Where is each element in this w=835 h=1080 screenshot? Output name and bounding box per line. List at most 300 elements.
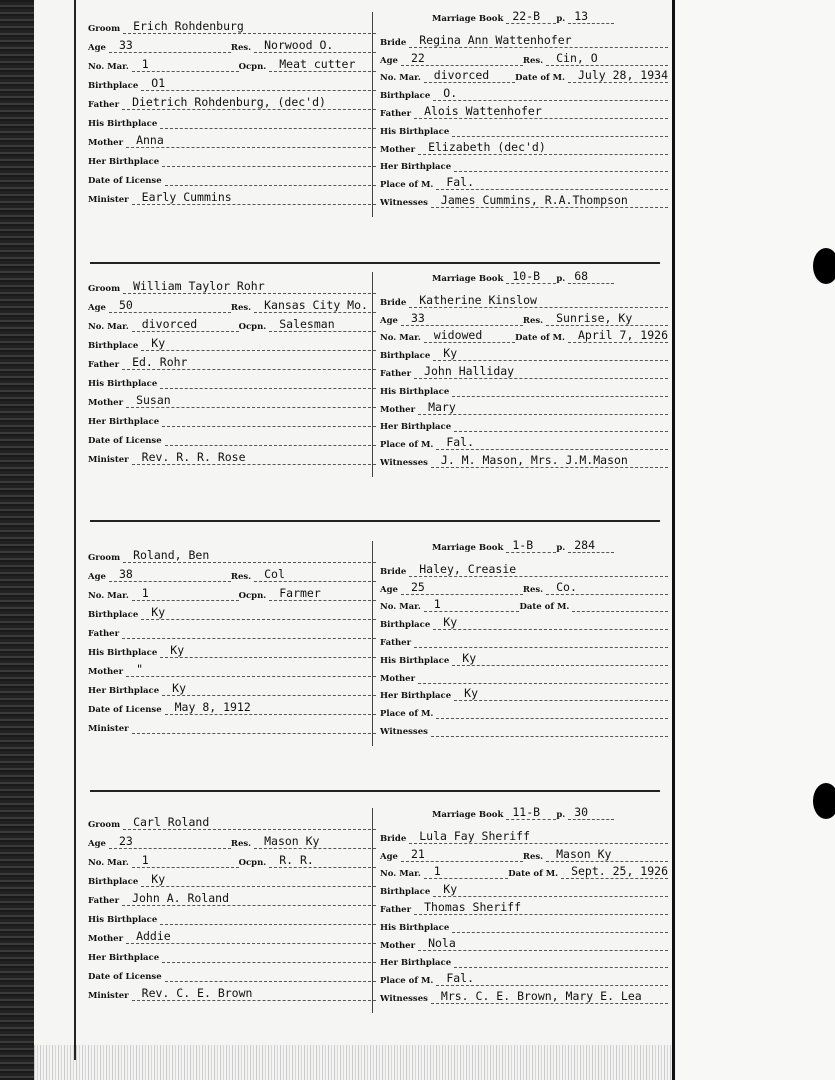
marriage-book-label: Marriage Book: [432, 14, 504, 24]
groom-mother-value: ": [126, 663, 376, 677]
ocpn-label: Ocpn.: [238, 858, 267, 868]
groom-field-row: [88, 371, 376, 389]
groom-label: Groom: [88, 553, 121, 563]
father-label: Father: [380, 905, 412, 915]
bride-her-birthplace-value: Ky: [454, 687, 668, 701]
age-label: Age: [380, 584, 398, 595]
date-license-label: Date of License: [88, 436, 162, 446]
groom-mother-value: Anna: [126, 134, 376, 148]
groom-field-row: [88, 907, 376, 925]
mother-label: Mother: [88, 138, 124, 148]
groom-res-value: Mason Ky: [254, 835, 376, 849]
bride-age-value: 33: [401, 312, 523, 326]
birthplace-label: Birthplace: [380, 91, 431, 102]
bride-field-row: [380, 432, 668, 450]
birthplace-label: Birthplace: [380, 620, 431, 631]
groom-minister-value: Rev. C. E. Brown: [132, 987, 376, 1001]
marriage-book-label: Marriage Book: [432, 810, 504, 820]
mother-label: Mother: [380, 404, 416, 415]
bride-field-row: [380, 190, 668, 208]
bride-field-row: [380, 719, 668, 737]
groom-birthplace-value: Ky: [141, 606, 376, 620]
groom-field-row: [88, 73, 376, 91]
groom-label: Groom: [88, 284, 121, 294]
groom-minister-value: Early Cummins: [132, 191, 376, 205]
bride-field-row: [380, 915, 668, 933]
father-label: Father: [88, 896, 120, 906]
punch-hole: [813, 783, 835, 819]
place-of-m-label: Place of M.: [380, 180, 434, 191]
bride-age-value: 21: [401, 848, 523, 862]
witnesses-label: Witnesses: [380, 727, 428, 737]
date-license-label: Date of License: [88, 705, 162, 715]
no-mar-label: No. Mar.: [88, 591, 129, 601]
groom-name-value: Erich Rohdenburg: [123, 20, 376, 34]
groom-mother-value: Susan: [126, 394, 376, 408]
marriage-book-row: [380, 535, 668, 553]
record-separator: [90, 520, 660, 522]
bride-no-mar-value: 1: [424, 598, 520, 612]
bride-field-row: [380, 826, 668, 844]
groom-ocpn-value: Farmer: [269, 587, 376, 601]
groom-age-value: 38: [109, 568, 231, 582]
groom-field-row: [88, 945, 376, 963]
bride-column: [380, 805, 668, 1013]
groom-her-birthplace-value: [162, 962, 376, 963]
marriage-book-row: [380, 266, 668, 284]
bride-field-row: [380, 379, 668, 397]
groom-field-row: [88, 697, 376, 715]
bride-mother-value: Elizabeth (dec'd): [418, 141, 668, 155]
groom-res-value: Kansas City Mo.: [254, 299, 376, 313]
bride-field-row: [380, 30, 668, 48]
ocpn-label: Ocpn.: [238, 591, 267, 601]
groom-field-row: [88, 983, 376, 1001]
bride-field-row: [380, 559, 668, 577]
minister-label: Minister: [88, 991, 129, 1001]
place-of-m-label: Place of M.: [380, 709, 434, 720]
bride-field-row: [380, 343, 668, 361]
witnesses-label: Witnesses: [380, 994, 428, 1004]
bride-label: Bride: [380, 566, 407, 577]
res-label: Res.: [230, 572, 252, 582]
p-label: p.: [556, 14, 566, 24]
groom-name-value: Carl Roland: [123, 816, 376, 830]
bride-field-row: [380, 137, 668, 155]
groom-birthplace-value: Ky: [141, 337, 376, 351]
birthplace-label: Birthplace: [88, 341, 139, 351]
bride-res-value: Cin, O: [546, 52, 668, 66]
groom-father-value: Dietrich Rohdenburg, (dec'd): [122, 96, 376, 110]
bride-column: [380, 538, 668, 746]
groom-field-row: [88, 168, 376, 186]
groom-no-mar-value: divorced: [132, 318, 239, 332]
no-mar-label: No. Mar.: [88, 62, 129, 72]
marriage-book-row: [380, 6, 668, 24]
record-separator: [90, 262, 660, 264]
record-separator: [90, 790, 660, 792]
groom-field-row: [88, 888, 376, 906]
witnesses-label: Witnesses: [380, 198, 428, 208]
groom-minister-value: [132, 733, 376, 734]
bride-field-row: [380, 83, 668, 101]
date-of-m-label: Date of M.: [508, 869, 559, 880]
scan-bottom-noise: [34, 1045, 676, 1080]
bride-birthplace-value: Ky: [433, 347, 668, 361]
groom-father-value: Ed. Rohr: [122, 356, 376, 370]
bride-field-row: [380, 612, 668, 630]
res-label: Res.: [522, 315, 544, 326]
bride-no-mar-value: divorced: [424, 69, 515, 83]
his-birthplace-label: His Birthplace: [380, 126, 450, 137]
res-label: Res.: [522, 55, 544, 66]
groom-field-row: [88, 92, 376, 110]
no-mar-label: No. Mar.: [380, 869, 421, 880]
groom-ocpn-value: R. R.: [269, 854, 376, 868]
groom-field-row: [88, 716, 376, 734]
marriage-record: [80, 805, 668, 1013]
date-license-label: Date of License: [88, 176, 162, 186]
groom-field-row: [88, 35, 376, 53]
bride-field-row: [380, 48, 668, 66]
groom-ocpn-value: Salesman: [269, 318, 376, 332]
groom-field-row: [88, 54, 376, 72]
no-mar-label: No. Mar.: [380, 73, 421, 84]
bride-witnesses-value: Mrs. C. E. Brown, Mary E. Lea: [431, 990, 668, 1004]
groom-birthplace-value: Ky: [141, 873, 376, 887]
marriage-book-row: [380, 802, 668, 820]
bride-place-m-value: Fal.: [436, 176, 668, 190]
groom-name-value: William Taylor Rohr: [123, 280, 376, 294]
bride-age-value: 25: [401, 581, 523, 595]
groom-field-row: [88, 602, 376, 620]
bride-field-row: [380, 325, 668, 343]
res-label: Res.: [230, 43, 252, 53]
his-birthplace-label: His Birthplace: [380, 386, 450, 397]
groom-field-row: [88, 621, 376, 639]
mother-label: Mother: [88, 934, 124, 944]
no-mar-label: No. Mar.: [380, 333, 421, 344]
groom-no-mar-value: 1: [132, 854, 239, 868]
groom-field-row: [88, 869, 376, 887]
groom-ocpn-value: Meat cutter: [269, 58, 376, 72]
place-of-m-label: Place of M.: [380, 440, 434, 451]
his-birthplace-label: His Birthplace: [380, 655, 450, 666]
groom-his-birthplace-value: [160, 388, 376, 389]
bride-father-value: Thomas Sheriff: [414, 901, 668, 915]
mother-label: Mother: [380, 673, 416, 684]
groom-column: [88, 541, 376, 746]
bride-field-row: [380, 361, 668, 379]
bride-field-row: [380, 119, 668, 137]
groom-age-value: 33: [109, 39, 231, 53]
groom-field-row: [88, 409, 376, 427]
bride-field-row: [380, 594, 668, 612]
groom-field-row: [88, 926, 376, 944]
bride-field-row: [380, 172, 668, 190]
page-left-border: [74, 0, 76, 1060]
bride-column: [380, 269, 668, 477]
father-label: Father: [88, 100, 120, 110]
groom-column: [88, 272, 376, 477]
groom-field-row: [88, 352, 376, 370]
groom-field-row: [88, 390, 376, 408]
groom-column: [88, 12, 376, 217]
her-birthplace-label: Her Birthplace: [380, 958, 452, 969]
groom-res-value: Col: [254, 568, 376, 582]
bride-field-row: [380, 450, 668, 468]
date-of-m-label: Date of M.: [515, 333, 565, 344]
minister-label: Minister: [88, 195, 129, 205]
marriage-page-value: 284: [568, 539, 614, 553]
ocpn-label: Ocpn.: [238, 62, 267, 72]
bride-witnesses-value: James Cummins, R.A.Thompson: [431, 194, 668, 208]
marriage-page-value: 13: [568, 10, 614, 24]
bride-his-birthplace-value: Ky: [452, 652, 668, 666]
bride-field-row: [380, 879, 668, 897]
groom-res-value: Norwood O.: [254, 39, 376, 53]
bride-name-value: Regina Ann Wattenhofer: [409, 34, 668, 48]
bride-field-row: [380, 968, 668, 986]
groom-field-row: [88, 850, 376, 868]
bride-field-row: [380, 65, 668, 83]
date-of-m-label: Date of M.: [519, 602, 570, 613]
groom-field-row: [88, 640, 376, 658]
groom-field-row: [88, 678, 376, 696]
marriage-book-value: 10-B: [506, 270, 556, 284]
groom-minister-value: Rev. R. R. Rose: [132, 451, 376, 465]
bride-field-row: [380, 577, 668, 595]
groom-her-birthplace-value: [162, 426, 376, 427]
groom-field-row: [88, 659, 376, 677]
groom-field-row: [88, 812, 376, 830]
bride-date-m-value: Sept. 25, 1926: [561, 865, 668, 879]
bride-no-mar-value: widowed: [424, 329, 515, 343]
bride-no-mar-value: 1: [424, 865, 508, 879]
bride-field-row: [380, 844, 668, 862]
groom-her-birthplace-value: Ky: [162, 682, 376, 696]
groom-field-row: [88, 333, 376, 351]
groom-field-row: [88, 130, 376, 148]
bride-field-row: [380, 666, 668, 684]
bride-age-value: 22: [401, 52, 523, 66]
birthplace-label: Birthplace: [380, 887, 431, 898]
groom-no-mar-value: 1: [132, 587, 239, 601]
res-label: Res.: [522, 584, 544, 595]
witnesses-label: Witnesses: [380, 458, 428, 468]
scan-right-margin: [676, 0, 835, 1080]
bride-birthplace-value: Ky: [433, 616, 668, 630]
her-birthplace-label: Her Birthplace: [380, 691, 452, 702]
groom-field-row: [88, 447, 376, 465]
bride-name-value: Haley, Creasie: [409, 563, 668, 577]
bride-field-row: [380, 101, 668, 119]
mother-label: Mother: [380, 940, 416, 951]
marriage-book-value: 11-B: [506, 806, 556, 820]
bride-field-row: [380, 414, 668, 432]
his-birthplace-label: His Birthplace: [88, 648, 158, 658]
bride-res-value: Co.: [546, 581, 668, 595]
mother-label: Mother: [380, 144, 416, 155]
marriage-page-value: 68: [568, 270, 614, 284]
groom-date-license-value: [165, 445, 376, 446]
marriage-book-value: 1-B: [506, 539, 556, 553]
age-label: Age: [380, 55, 398, 66]
bride-field-row: [380, 290, 668, 308]
groom-name-value: Roland, Ben: [123, 549, 376, 563]
marriage-record: [80, 538, 665, 746]
groom-mother-value: Addie: [126, 930, 376, 944]
age-label: Age: [88, 303, 106, 313]
bride-label: Bride: [380, 297, 407, 308]
res-label: Res.: [522, 851, 544, 862]
groom-field-row: [88, 276, 376, 294]
groom-label: Groom: [88, 24, 121, 34]
his-birthplace-label: His Birthplace: [88, 119, 158, 129]
groom-field-row: [88, 314, 376, 332]
bride-name-value: Lula Fay Sheriff: [409, 830, 668, 844]
marriage-record: [80, 269, 668, 477]
her-birthplace-label: Her Birthplace: [88, 953, 160, 963]
groom-field-row: [88, 564, 376, 582]
father-label: Father: [88, 629, 120, 639]
her-birthplace-label: Her Birthplace: [88, 157, 160, 167]
birthplace-label: Birthplace: [380, 351, 431, 362]
no-mar-label: No. Mar.: [88, 322, 129, 332]
birthplace-label: Birthplace: [88, 81, 139, 91]
groom-column: [88, 808, 376, 1013]
bride-field-row: [380, 950, 668, 968]
her-birthplace-label: Her Birthplace: [88, 686, 160, 696]
age-label: Age: [380, 315, 398, 326]
groom-date-license-value: May 8, 1912: [165, 701, 376, 715]
groom-field-row: [88, 545, 376, 563]
scan-left-edge: [0, 0, 34, 1080]
groom-his-birthplace-value: [160, 128, 376, 129]
birthplace-label: Birthplace: [88, 877, 139, 887]
bride-label: Bride: [380, 37, 407, 48]
his-birthplace-label: His Birthplace: [88, 915, 158, 925]
groom-father-value: John A. Roland: [122, 892, 376, 906]
res-label: Res.: [230, 303, 252, 313]
bride-column: [380, 9, 668, 217]
birthplace-label: Birthplace: [88, 610, 139, 620]
his-birthplace-label: His Birthplace: [380, 922, 450, 933]
p-label: p.: [556, 543, 566, 553]
her-birthplace-label: Her Birthplace: [88, 417, 160, 427]
groom-field-row: [88, 187, 376, 205]
marriage-book-value: 22-B: [506, 10, 556, 24]
groom-field-row: [88, 16, 376, 34]
p-label: p.: [556, 274, 566, 284]
bride-mother-value: Nola: [418, 937, 668, 951]
groom-his-birthplace-value: [160, 924, 376, 925]
date-license-label: Date of License: [88, 972, 162, 982]
marriage-book-label: Marriage Book: [432, 543, 504, 553]
minister-label: Minister: [88, 724, 129, 734]
minister-label: Minister: [88, 455, 129, 465]
punch-hole: [813, 248, 835, 284]
groom-field-row: [88, 964, 376, 982]
groom-label: Groom: [88, 820, 121, 830]
date-of-m-label: Date of M.: [515, 73, 565, 84]
bride-field-row: [380, 683, 668, 701]
groom-no-mar-value: 1: [132, 58, 239, 72]
bride-field-row: [380, 861, 668, 879]
ocpn-label: Ocpn.: [238, 322, 267, 332]
bride-res-value: Mason Ky: [546, 848, 668, 862]
age-label: Age: [88, 839, 106, 849]
marriage-page-value: 30: [568, 806, 614, 820]
bride-witnesses-value: J. M. Mason, Mrs. J.M.Mason: [431, 454, 668, 468]
groom-age-value: 50: [109, 299, 231, 313]
bride-field-row: [380, 648, 668, 666]
bride-field-row: [380, 308, 668, 326]
bride-place-m-value: Fal.: [436, 436, 668, 450]
age-label: Age: [88, 43, 106, 53]
bride-field-row: [380, 701, 668, 719]
bride-father-value: John Halliday: [414, 365, 668, 379]
bride-mother-value: Mary: [418, 401, 668, 415]
age-label: Age: [88, 572, 106, 582]
groom-field-row: [88, 111, 376, 129]
bride-field-row: [380, 154, 668, 172]
bride-place-m-value: Fal.: [436, 972, 668, 986]
father-label: Father: [380, 109, 412, 119]
his-birthplace-label: His Birthplace: [88, 379, 158, 389]
marriage-book-label: Marriage Book: [432, 274, 504, 284]
age-label: Age: [380, 851, 398, 862]
bride-name-value: Katherine Kinslow: [409, 294, 668, 308]
groom-field-row: [88, 428, 376, 446]
bride-witnesses-value: [431, 736, 668, 737]
bride-field-row: [380, 986, 668, 1004]
groom-field-row: [88, 295, 376, 313]
groom-age-value: 23: [109, 835, 231, 849]
groom-field-row: [88, 149, 376, 167]
her-birthplace-label: Her Birthplace: [380, 162, 452, 173]
bride-birthplace-value: O.: [433, 87, 668, 101]
marriage-record: [80, 9, 668, 217]
groom-field-row: [88, 831, 376, 849]
groom-field-row: [88, 583, 376, 601]
bride-field-row: [380, 933, 668, 951]
bride-father-value: Alois Wattenhofer: [414, 105, 668, 119]
mother-label: Mother: [88, 398, 124, 408]
groom-father-value: [122, 638, 376, 639]
bride-date-m-value: July 28, 1934: [568, 69, 668, 83]
bride-birthplace-value: Ky: [433, 883, 668, 897]
groom-date-license-value: [165, 981, 376, 982]
bride-field-row: [380, 397, 668, 415]
bride-date-m-value: April 7, 1926: [568, 329, 668, 343]
father-label: Father: [380, 638, 412, 648]
groom-date-license-value: [165, 185, 376, 186]
father-label: Father: [88, 360, 120, 370]
groom-birthplace-value: O1: [141, 77, 376, 91]
page-right-border: [672, 0, 675, 1080]
bride-field-row: [380, 897, 668, 915]
no-mar-label: No. Mar.: [88, 858, 129, 868]
groom-her-birthplace-value: [162, 166, 376, 167]
bride-res-value: Sunrise, Ky: [546, 312, 668, 326]
groom-his-birthplace-value: Ky: [160, 644, 376, 658]
father-label: Father: [380, 369, 412, 379]
bride-field-row: [380, 630, 668, 648]
p-label: p.: [556, 810, 566, 820]
bride-label: Bride: [380, 833, 407, 844]
no-mar-label: No. Mar.: [380, 602, 421, 613]
